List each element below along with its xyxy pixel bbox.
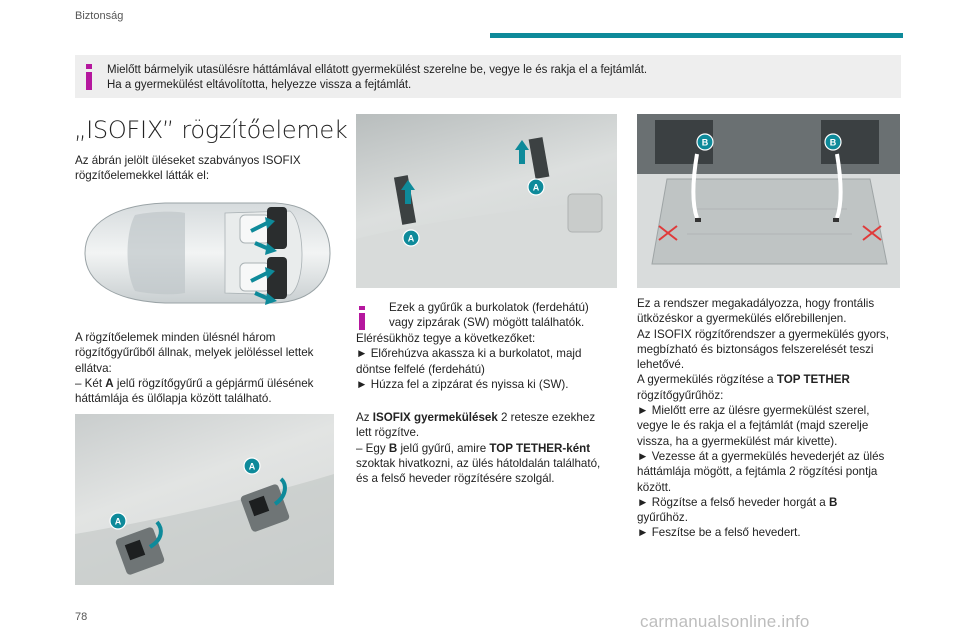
section-title: Biztonság [75,10,124,22]
info-box [75,55,901,98]
access-steps [356,331,581,392]
label-a-1: A [248,461,256,472]
access-line-5: döntse felfelé (ferdehátú) [356,362,485,376]
tether-line-11: ► Vezesse át a gyermekülés hevederjét az ülés [637,449,885,463]
note-line-2: vagy zipzárak (SW) mögött találhatók. [389,316,585,330]
trunk-photo [637,114,900,288]
isofix-seats-text [356,410,600,486]
tether-line-8: ► Mielőtt erre az ülésre gyermekülést szerel, [637,404,870,418]
isofix-line-3: – Egy B jelű gyűrű, amire TOP TETHER-ként [356,441,591,455]
isofix-line-5: és a felső heveder rögzítésére szolgál. [356,472,555,486]
isofix-heading: „ISOFIX” rögzítőelemek [74,116,348,144]
access-line-4: ► Előrehúzva akassza ki a burkolatot, majd [356,347,582,361]
label-a-4: A [532,182,540,193]
tether-line-12: háttámlája mögött, a fejtámla 2 rögzítési pontja [637,465,878,479]
tether-line-9: vegye le és rakja el a fejtámlát (majd szerelje [637,419,869,433]
accent-bar [490,33,903,38]
anchor-line-3: ellátva: [75,361,112,375]
note-text [389,300,589,331]
seat-cover-photo [356,114,617,288]
tether-line-6: A gyermekülés rögzítése a TOP TETHER [637,373,850,387]
intro-line-1: Az ábrán jelölt üléseket szabványos ISOFIX [75,154,301,167]
tether-line-16: ► Feszítse be a felső hevedert. [637,526,801,540]
info-text [107,63,647,93]
top-tether-text [637,296,889,541]
watermark: carmanualsonline.info [640,612,810,631]
label-a-3: A [407,233,415,244]
seat-anchor-photo-1 [75,414,334,585]
access-line-6: ► Húzza fel a zipzárat és nyissa ki (SW). [356,377,569,391]
tether-line-3: Az ISOFIX rögzítőrendszer a gyermekülés gyors, [637,327,889,341]
anchor-line-4: – Két A jelű rögzítőgyűrű a gépjármű ülésének [75,376,314,390]
tether-line-10: vissza, ha a gyermekülést már kivette). [637,434,838,448]
tether-line-1: Ez a rendszer megakadályozza, hogy frontális [637,297,875,310]
page-number: 78 [75,611,88,623]
isofix-line-2: lett rögzítve. [356,426,420,440]
info-icon [83,62,95,92]
tether-line-5: lehetővé. [637,358,685,372]
anchor-line-2: rögzítőgyűrűből állnak, melyek jelöléssel lettek [75,346,314,360]
tether-line-15: gyűrűhöz. [637,511,688,525]
label-b-2: B [829,137,837,148]
anchor-line-5: háttámlája és ülőlapja között található. [75,392,272,406]
access-line-3: Elérésükhöz tegye a következőket: [356,332,536,345]
label-b-1: B [701,137,709,148]
tether-line-14: ► Rögzítse a felső heveder horgát a B [637,495,838,509]
info-line-1: Mielőtt bármelyik utasülésre háttámlával ellátott gyermekülést szerelne be, vegye le és rakja el a fejtámlát. [107,64,648,76]
intro-line-2: rögzítőelemekkel látták el: [75,169,210,183]
anchor-line-1: A rögzítőelemek minden ülésnél három [75,331,276,344]
anchor-description [75,330,313,406]
tether-line-2: ütközéskor a gyermekülés előrebillenjen. [637,312,847,326]
info-icon [357,304,367,332]
isofix-line-1: Az ISOFIX gyermekülések 2 retesze ezekhez [356,411,596,424]
intro-text [75,153,301,184]
label-a-2: A [114,516,122,527]
note-line-1: Ezek a gyűrűk a burkolatok (ferdehátú) [389,301,589,314]
isofix-line-4: szoktak hivatkozni, az ülés hátoldalán található, [356,456,601,470]
car-topview-illustration [75,193,333,311]
tether-line-7: rögzítőgyűrűhöz: [637,388,724,402]
tether-line-4: megbízható és biztonságos felszerelését teszi [637,342,874,356]
tether-line-13: között. [637,480,672,494]
info-line-2: Ha a gyermekülést eltávolította, helyezze vissza a fejtámlát. [107,79,412,91]
